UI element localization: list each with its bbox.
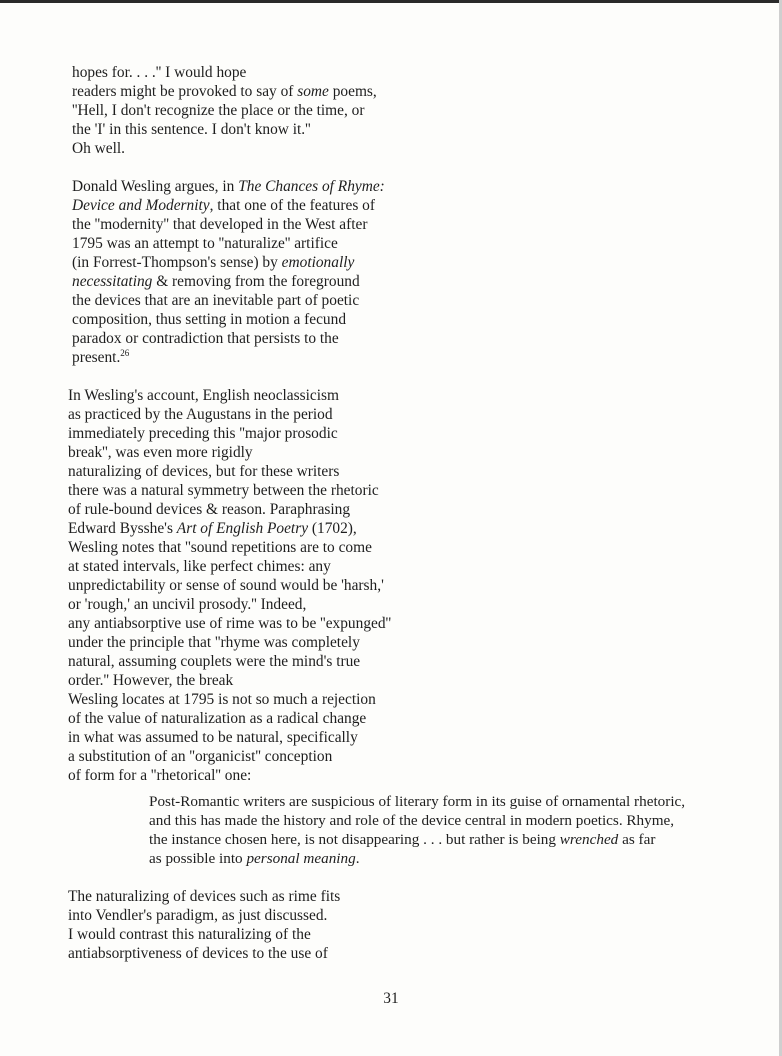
paragraph-wesling-argues [72,177,385,367]
text-run: 1795 was an attempt to ''naturalize'' artifice [72,235,338,252]
text-run: break'', was even more rigidly [68,444,253,461]
text-run: natural, assuming couplets were the mind's true [68,653,361,670]
text-run: in what was assumed to be natural, specifically [68,729,358,746]
text-line [68,538,391,557]
text-line [149,811,685,830]
text-line [68,614,391,633]
text-line [72,329,385,348]
text-line [68,633,391,652]
text-line [68,925,340,944]
text-line [68,766,391,785]
text-run: under the principle that ''rhyme was completely [68,634,360,651]
text-run: the 'I' in this sentence. I don't know it.'' [72,121,311,138]
text-run: & removing from the foreground [152,273,360,290]
text-run: (1702), [308,520,357,537]
text-run: immediately preceding this ''major prosodic [68,425,338,442]
italic-text: emotionally [281,254,355,271]
text-run: I would contrast this naturalizing of the [68,926,311,943]
text-run: hopes for. . . .'' I would hope [72,64,247,81]
page-number: 31 [383,990,399,1007]
italic-text: personal meaning [246,850,356,867]
text-line [68,887,340,906]
text-run: the ''modernity'' that developed in the West after [72,216,368,233]
text-line [72,177,385,196]
text-run: present. [72,349,121,366]
text-line [72,82,377,101]
italic-text: Device and Modernity [72,197,210,214]
text-line [68,557,391,576]
italic-text: Art of English Poetry [176,520,309,537]
text-line [68,944,340,963]
text-line [68,906,340,925]
text-run: ''Hell, I don't recognize the place or the time, or [72,102,365,119]
text-run: Wesling notes that ''sound repetitions are to come [68,539,372,556]
text-line [72,348,385,367]
text-line [68,652,391,671]
text-run: Edward Bysshe's [68,520,177,537]
italic-text: necessitating [72,273,153,290]
text-run: composition, thus setting in motion a fecund [72,311,347,328]
text-run: The naturalizing of devices such as rime fits [68,888,341,905]
text-line [68,671,391,690]
text-run: naturalizing of devices, but for these writers [68,463,340,480]
italic-text: some [297,83,329,100]
text-line [68,709,391,728]
text-run: or 'rough,' an uncivil prosody.'' Indeed, [68,596,307,613]
text-run: any antiabsorptive use of rime was to be ''expunged'' [68,615,392,632]
text-run: Donald Wesling argues, in [72,178,239,195]
text-line [72,101,377,120]
text-line [68,747,391,766]
text-run: In Wesling's account, English neoclassicism [68,387,339,404]
text-line [72,234,385,253]
text-run: paradox or contradiction that persists to the [72,330,339,347]
text-run: readers might be provoked to say of [72,83,298,100]
text-run: unpredictability or sense of sound would be 'harsh,' [68,577,384,594]
text-run: the instance chosen here, is not disappearing . . . but rather is being [149,831,560,848]
text-run: Wesling locates at 1795 is not so much a rejection [68,691,376,708]
text-run: order.'' However, the break [68,672,234,689]
text-run: into Vendler's paradigm, as just discussed. [68,907,328,924]
text-run: of form for a ''rhetorical'' one: [68,767,252,784]
text-line [68,386,391,405]
text-line [149,830,685,849]
text-run: as practiced by the Augustans in the period [68,406,333,423]
text-run: at stated intervals, like perfect chimes: any [68,558,331,575]
footnote-ref: 26 [120,348,130,358]
text-line [72,120,377,139]
text-line [72,196,385,215]
text-run: antiabsorptiveness of devices to the use of [68,945,328,962]
text-line [68,424,391,443]
text-line [72,253,385,272]
text-line [149,792,685,811]
text-run: as possible into [149,850,247,867]
text-line [68,690,391,709]
text-line [68,500,391,519]
text-line [68,405,391,424]
text-run: there was a natural symmetry between the rhetoric [68,482,379,499]
text-line [68,595,391,614]
text-line [68,481,391,500]
text-line [72,272,385,291]
text-line [68,576,391,595]
text-run: Oh well. [72,140,126,157]
text-line [72,291,385,310]
text-run: of the value of naturalization as a radical change [68,710,367,727]
italic-text: wrenched [559,831,619,848]
paragraph-wesling-account [68,386,391,785]
text-line [68,443,391,462]
text-line [72,63,377,82]
text-run: . [355,850,360,867]
text-run: the devices that are an inevitable part of poetic [72,292,360,309]
text-line [68,462,391,481]
text-run: and this has made the history and role of the device central in modern poetics. Rhyme, [149,812,675,829]
text-run: poems, [328,83,377,100]
italic-text: The Chances of Rhyme: [238,178,385,195]
text-run: as far [618,831,656,848]
text-line [68,728,391,747]
paragraph-naturalizing [68,887,340,963]
paragraph-hopes [72,63,377,158]
text-run: of rule-bound devices & reason. Paraphrasing [68,501,351,518]
text-line [72,139,377,158]
text-line [72,310,385,329]
text-run: Post-Romantic writers are suspicious of literary form in its guise of ornamental rhetoric, [149,793,686,810]
text-line [68,519,391,538]
text-line [72,215,385,234]
text-run: , that one of the features of [209,197,375,214]
text-line [149,849,685,868]
text-run: (in Forrest-Thompson's sense) by [72,254,282,271]
text-run: a substitution of an ''organicist'' conception [68,748,333,765]
block-quote [149,792,685,868]
